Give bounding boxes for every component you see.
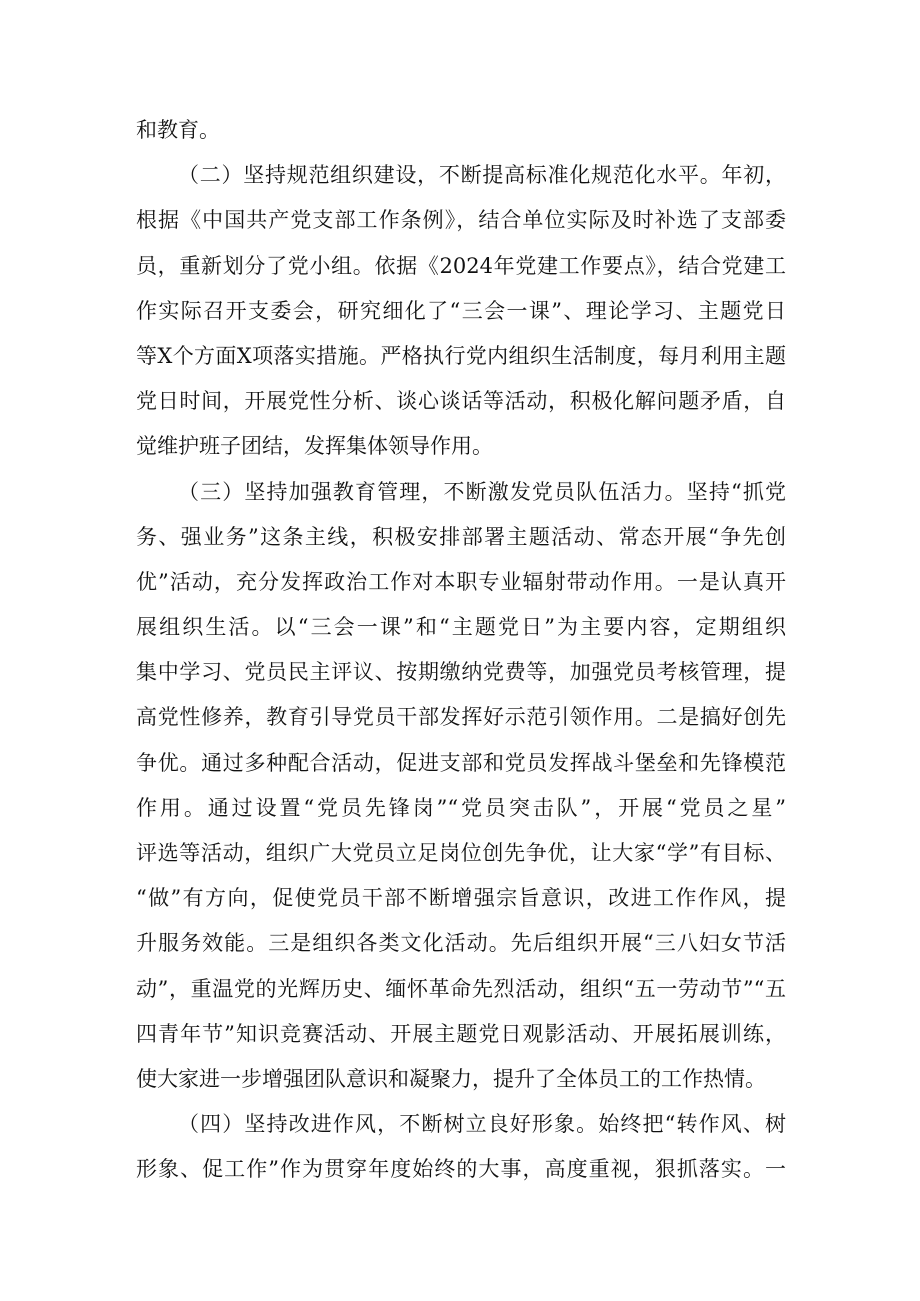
- text-line: 作实际召开支委会，研究细化了“三会一课”、理论学习、主题党日: [136, 298, 786, 323]
- text-line: （二）坚持规范组织建设，不断提高标准化规范化水平。年初，: [178, 163, 786, 188]
- text-line: 等X个方面X项落实措施。严格执行党内组织生活制度，每月利用主题: [136, 343, 786, 368]
- text-line: 集中学习、党员民主评议、按期缴纳党费等，加强党员考核管理，提: [136, 660, 786, 685]
- text-line: 升服务效能。三是组织各类文化活动。先后组织开展“三八妇女节活: [136, 931, 786, 956]
- text-line: 动”，重温党的光辉历史、缅怀革命先烈活动，组织“五一劳动节”“五: [136, 976, 786, 1001]
- text-line: 根据《中国共产党支部工作条例》，结合单位实际及时补选了支部委: [136, 208, 786, 233]
- text-line: （四）坚持改进作风，不断树立良好形象。始终把“转作风、树: [178, 1112, 786, 1137]
- text-line: “做”有方向，促使党员干部不断增强宗旨意识，改进工作作风，提: [136, 886, 786, 911]
- text-line: （三）坚持加强教育管理，不断激发党员队伍活力。坚持“抓党: [178, 479, 786, 504]
- text-line: 作用。通过设置“党员先锋岗”“党员突击队”，开展“党员之星”: [136, 795, 786, 820]
- text-line: 务、强业务”这条主线，积极安排部署主题活动、常态开展“争先创: [136, 524, 786, 549]
- text-line: 员，重新划分了党小组。依据《2024年党建工作要点》，结合党建工: [136, 253, 786, 278]
- text-line: 四青年节”知识竞赛活动、开展主题党日观影活动、开展拓展训练，: [136, 1021, 786, 1046]
- text-line: 优”活动，充分发挥政治工作对本职专业辐射带动作用。一是认真开: [136, 569, 786, 594]
- text-line: 高党性修养，教育引导党员干部发挥好示范引领作用。二是搞好创先: [136, 705, 786, 730]
- text-line: 使大家进一步增强团队意识和凝聚力，提升了全体员工的工作热情。: [136, 1066, 766, 1091]
- text-line: 争优。通过多种配合活动，促进支部和党员发挥战斗堡垒和先锋模范: [136, 750, 786, 775]
- text-line: 党日时间，开展党性分析、谈心谈话等活动，积极化解问题矛盾，自: [136, 389, 786, 414]
- document-body: [136, 108, 786, 1193]
- text-line: 形象、促工作”作为贯穿年度始终的大事，高度重视，狠抓落实。一: [136, 1157, 786, 1182]
- text-line: 和教育。: [136, 118, 220, 142]
- text-line: 觉维护班子团结，发挥集体领导作用。: [136, 434, 493, 459]
- text-line: 评选等活动，组织广大党员立足岗位创先争优，让大家“学”有目标、: [136, 841, 786, 865]
- text-line: 展组织生活。以“三会一课”和“主题党日”为主要内容，定期组织: [136, 615, 786, 640]
